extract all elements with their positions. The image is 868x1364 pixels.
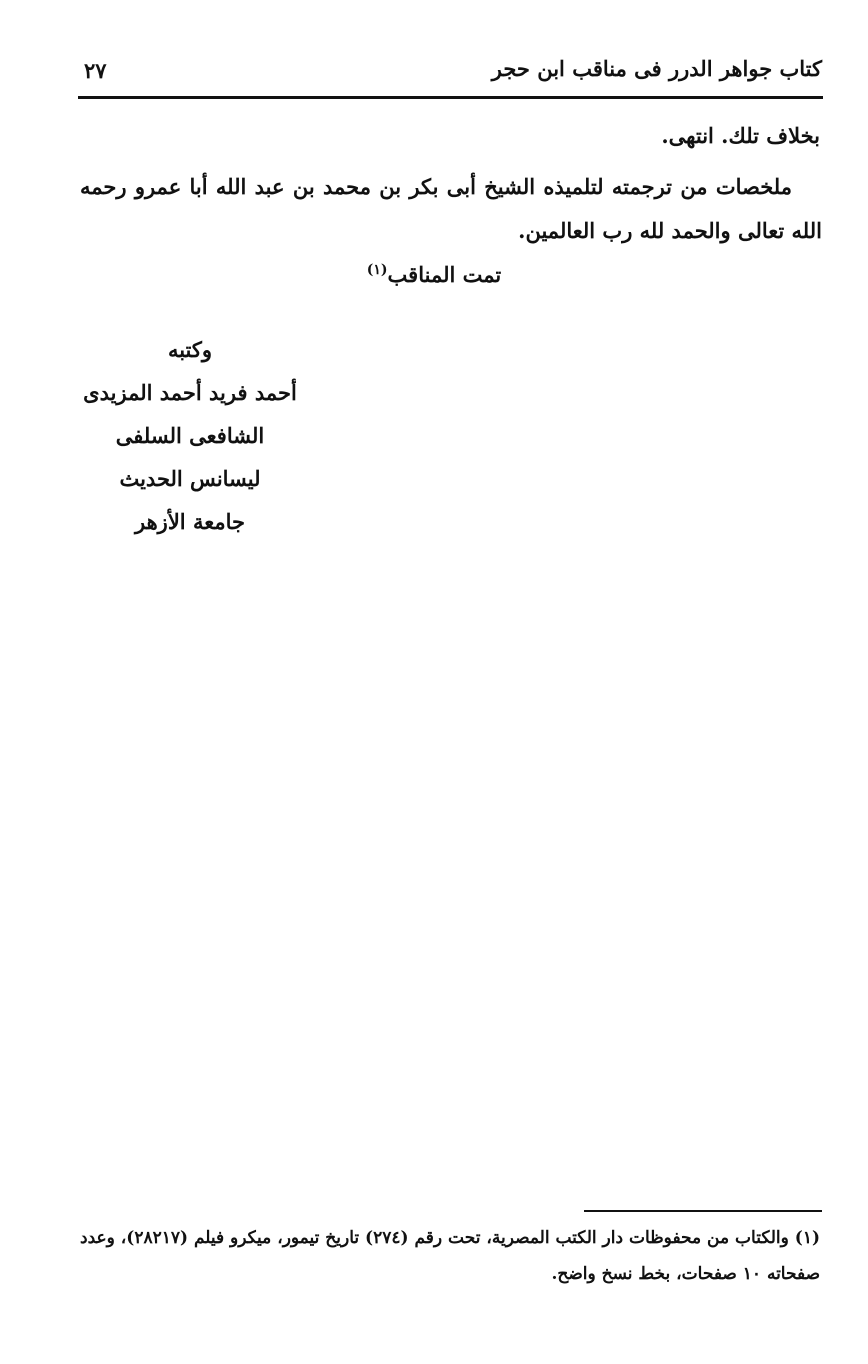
signature-line: أحمد فريد أحمد المزيدى: [83, 380, 297, 405]
footnote-rule: [584, 1210, 822, 1212]
signature-line: الشافعى السلفى: [115, 423, 265, 448]
body-paragraph: ملخصات من ترجمته لتلميذه الشيخ أبى بكر بن محمد بن عبد الله أبا عمرو رحمه الله تعالى والحمد لله رب العالمين.: [80, 174, 822, 243]
running-header-title: كتاب جواهر الدرر فى مناقب ابن حجر: [491, 56, 822, 81]
body-line-1: بخلاف تلك. انتهى.: [661, 123, 820, 148]
signature-line: ليسانس الحديث: [119, 466, 261, 491]
section-end-heading: [0, 262, 868, 287]
signature-line: جامعة الأزهر: [135, 509, 245, 534]
signature-block: [70, 328, 310, 543]
signature-line: وكتبه: [167, 337, 213, 362]
header-rule: [78, 96, 823, 99]
page-number: ٢٧: [84, 58, 107, 83]
footnote-reference: (١): [366, 262, 388, 278]
section-end-text: تمت المناقب: [387, 262, 502, 287]
footnote-text: (١) والكتاب من محفوظات دار الكتب المصرية، تحت رقم (٢٧٤) تاريخ تيمور، ميكرو فيلم (٢٨٢١٧)، وعدد صفحاته ١٠ صفحات، بخط نسخ واضح.: [80, 1228, 820, 1284]
